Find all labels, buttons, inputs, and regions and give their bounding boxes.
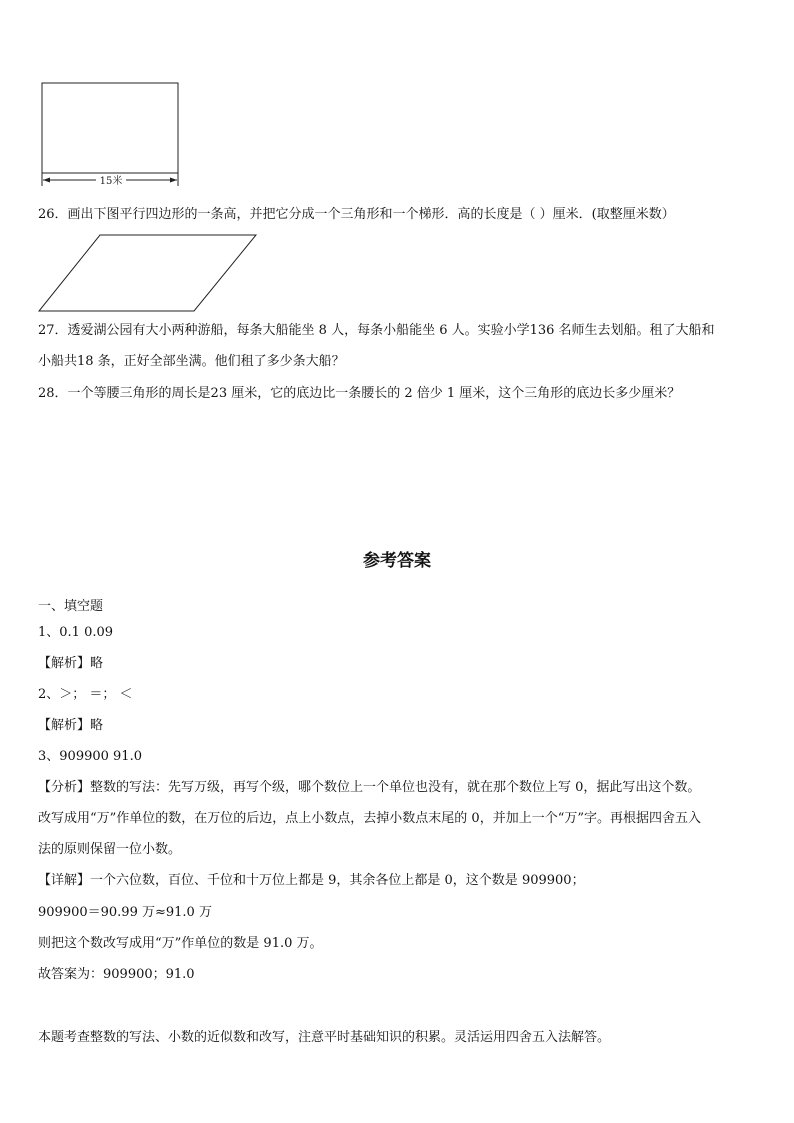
answer-3-analysis-3: 法的原则保留一位小数。: [38, 842, 182, 857]
question-27-line-2: 小船共18 条，正好全部坐满。他们租了多少条大船？: [38, 354, 345, 369]
answer-3-detail-4: 故答案为：909900；91.0: [38, 967, 195, 982]
parallelogram-shape: [39, 235, 256, 311]
rectangle-figure: [36, 78, 186, 190]
dimension-arrow-right: [170, 178, 177, 183]
answer-3-analysis-2: 改写成用“万”作单位的数，在万位的后边，点上小数点，去掉小数点末尾的 0，并加上一个“万”字。再根据四舍五入: [38, 811, 701, 826]
answer-1: 1、0.1 0.09: [38, 625, 114, 640]
question-27-line-1: 27．透爱湖公园有大小两种游船，每条大船能坐 8 人，每条小船能坐 6 人。实验小学136 名师生去划船。租了大船和: [38, 323, 715, 338]
question-28: 28．一个等腰三角形的周长是23 厘米，它的底边比一条腰长的 2 倍少 1 厘米，这个三角形的底边长多少厘米？: [38, 386, 681, 401]
answer-3-detail-3: 则把这个数改写成用“万”作单位的数是 91.0 万。: [38, 936, 323, 951]
answer-2-note: 【解析】略: [38, 718, 104, 733]
parallelogram-figure: [36, 231, 260, 315]
dimension-label: 15米: [99, 176, 123, 187]
answer-3-analysis-1: 【分析】整数的写法：先写万级，再写个级，哪个数位上一个单位也没有，就在那个数位上写 0，据此写出这个数。: [38, 780, 701, 795]
answers-title: 参考答案: [363, 551, 431, 571]
section-fill-blanks: 一、填空题: [38, 599, 104, 614]
answer-3-summary: 本题考查整数的写法、小数的近似数和改写，注意平时基础知识的积累。灵活运用四舍五入法解答。: [38, 1030, 611, 1045]
answer-3: 3、909900 91.0: [38, 749, 142, 764]
rectangle-shape: [42, 83, 178, 173]
dimension-arrow-left: [43, 178, 50, 183]
answer-3-detail-1: 【详解】一个六位数，百位、千位和十万位上都是 9，其余各位上都是 0，这个数是 909900；: [38, 873, 585, 888]
answer-2: 2、＞； ＝； ＜: [38, 687, 133, 702]
question-26: 26．画出下图平行四边形的一条高，并把它分成一个三角形和一个梯形．高的长度是（ ）厘米．(取整厘米数）: [38, 207, 675, 222]
answer-1-note: 【解析】略: [38, 656, 104, 671]
answer-3-detail-2: 909900＝90.99 万≈91.0 万: [38, 905, 212, 920]
